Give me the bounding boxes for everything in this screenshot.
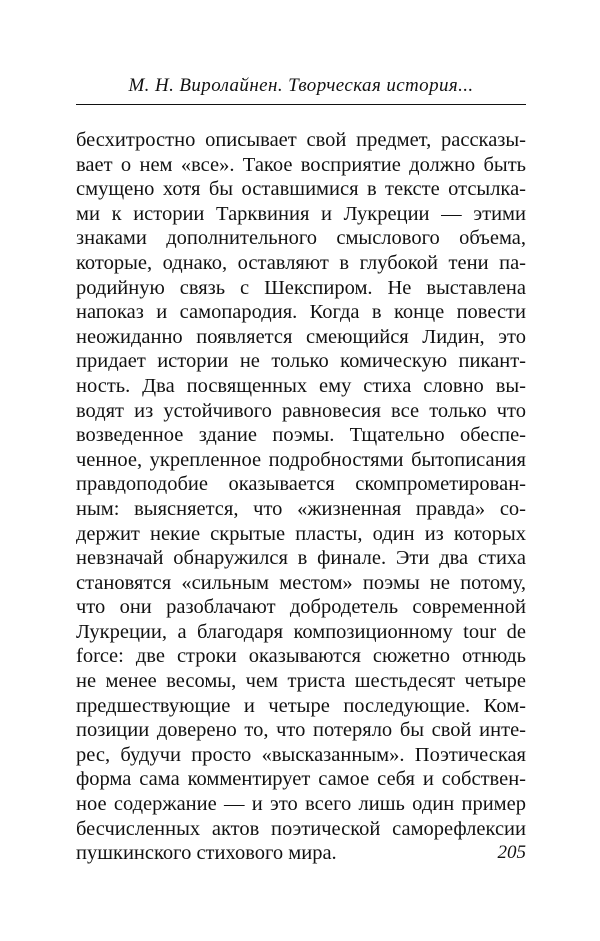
text-line: знаками дополнительного смыслового объема, — [76, 227, 526, 250]
text-line: ченное, укрепленное подробностями бытописания — [76, 448, 526, 471]
text-line: позиции доверено то, что потеряло бы свой инте- — [76, 719, 526, 742]
text-line: форма сама комментирует самое себя и собствен- — [76, 768, 526, 791]
text-line: родийную связь с Шекспиром. Не выставлена — [76, 276, 526, 299]
header-rule — [76, 104, 526, 105]
text-line: возведенное здание поэмы. Тщательно обеспе- — [76, 424, 526, 447]
text-line: напоказ и самопародия. Когда в конце повести — [76, 301, 526, 324]
text-line: force: две строки оказываются сюжетно отнюдь — [76, 645, 526, 668]
text-line: придает истории не только комическую пикант- — [76, 350, 526, 373]
text-line: пушкинского стихового мира. — [76, 842, 337, 865]
text-line: держит некие скрытые пласты, один из которых — [76, 522, 526, 545]
text-line: ным: выясняется, что «жизненная правда» со- — [76, 497, 526, 520]
text-line: Лукреции, а благодаря композиционному tour de — [76, 620, 526, 643]
running-head: М. Н. Виролайнен. Творческая история... — [128, 75, 474, 96]
body-text — [76, 128, 526, 866]
text-line: правдоподобие оказывается скомпрометирован- — [76, 473, 526, 496]
text-line: водят из устойчивого равновесия все только что — [76, 399, 526, 422]
text-line: вает о нем «все». Такое восприятие должно быть — [76, 153, 526, 176]
text-line: рес, будучи просто «высказанным». Поэтическая — [76, 743, 526, 766]
text-line: что они разоблачают добродетель современной — [76, 596, 526, 619]
text-line: предшествующие и четыре последующие. Ком- — [76, 694, 526, 717]
text-line: ное содержание — и это всего лишь один пример — [76, 793, 526, 816]
text-line: бесхитростно описывает свой предмет, рассказы- — [76, 129, 526, 151]
text-line: ми к истории Тарквиния и Лукреции — этими — [76, 202, 526, 225]
text-line: становятся «сильным местом» поэмы не потому, — [76, 571, 526, 594]
text-line: невзначай обнаружился в финале. Эти два стиха — [76, 547, 526, 570]
page-number: 205 — [497, 842, 526, 863]
text-line: неожиданно появляется смеющийся Лидин, это — [76, 325, 526, 348]
text-line: которые, однако, оставляют в глубокой тени па- — [76, 251, 526, 274]
text-line: бесчисленных актов поэтической саморефлексии — [76, 817, 526, 840]
text-line: смущено хотя бы оставшимися в тексте отсылка- — [76, 178, 526, 201]
text-line: не менее весомы, чем триста шестьдесят четыре — [76, 670, 526, 693]
text-line: ность. Два посвященных ему стиха словно вы- — [76, 374, 526, 397]
